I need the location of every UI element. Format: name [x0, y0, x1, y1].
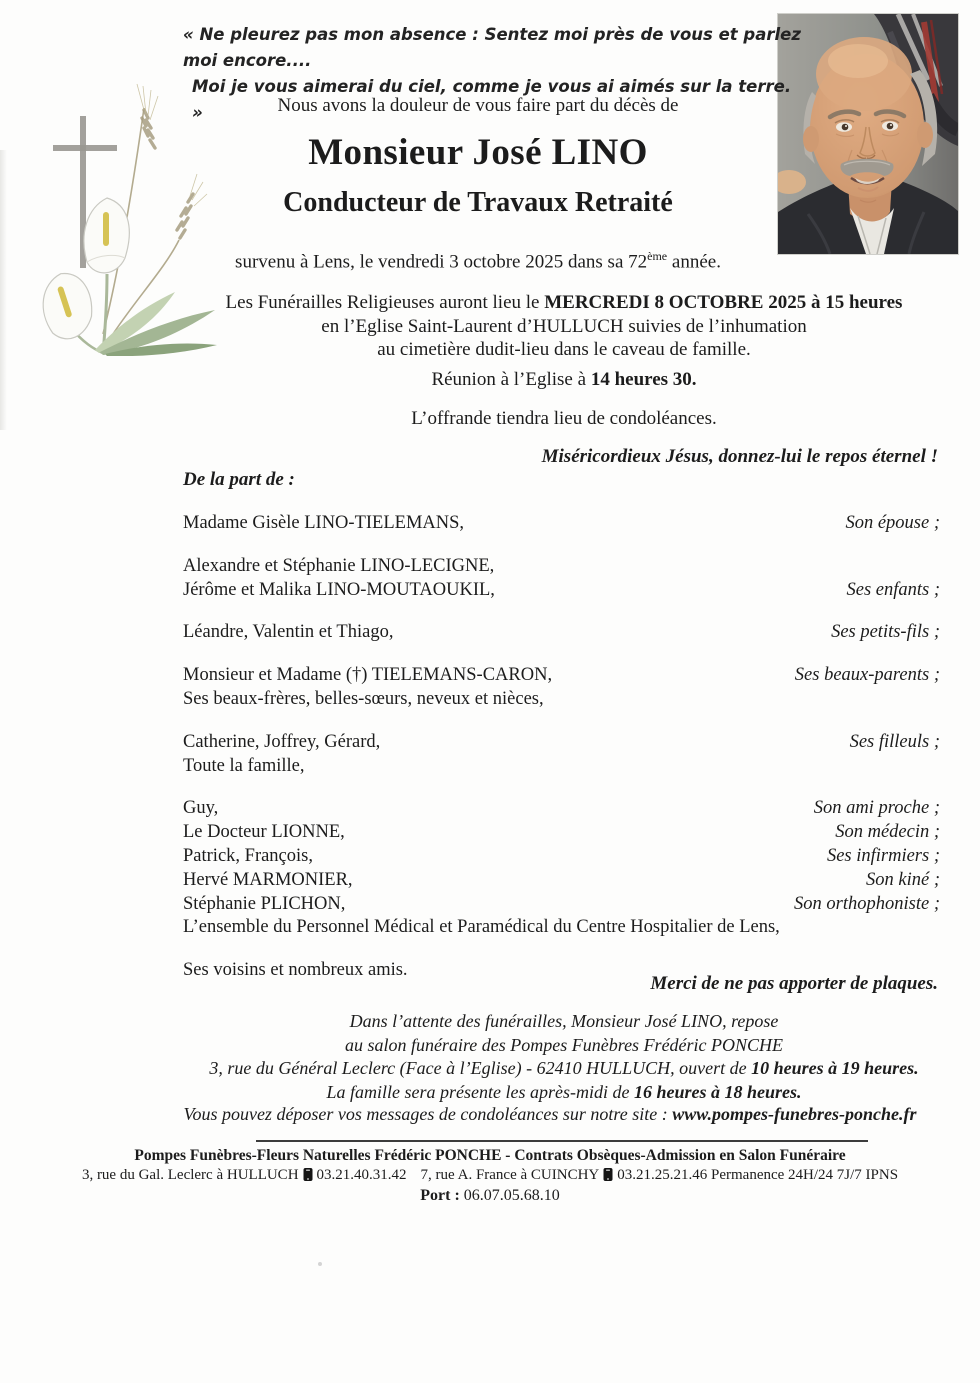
website-url: www.pompes-funebres-ponche.fr: [672, 1104, 917, 1124]
family-row: [183, 621, 940, 645]
church-meeting: [190, 369, 938, 391]
family-row: [183, 579, 940, 603]
family-relation: Ses enfants ;: [846, 579, 940, 600]
death-details-text: survenu à Lens, le vendredi 3 octobre 2025 dans sa 72: [235, 251, 648, 273]
family-relation: Son médecin ;: [835, 822, 940, 843]
family-row: [183, 821, 940, 845]
family-names: Alexandre et Stéphanie LINO-LECIGNE,: [183, 555, 495, 576]
family-row: [183, 512, 940, 536]
family-relation: Ses infirmiers ;: [826, 845, 940, 866]
family-group: [183, 555, 940, 603]
port-label: Port :: [420, 1187, 460, 1204]
church-meeting-time: 14 heures 30.: [590, 369, 697, 390]
funeral-line-2: en l’Eglise Saint-Laurent d’HULLUCH suivies de l’inhumation: [321, 315, 807, 337]
family-names: Madame Gisèle LINO-TIELEMANS,: [183, 513, 465, 533]
family-names: Toute la famille,: [183, 755, 305, 776]
family-names: Hervé MARMONIER,: [183, 869, 353, 890]
family-row: [183, 893, 940, 917]
family-names: Patrick, François,: [183, 845, 313, 866]
funeral-line-1: [190, 291, 938, 315]
offering-note: L’offrande tiendra lieu de condoléances.: [411, 408, 717, 429]
portrait-icon: [778, 14, 958, 254]
family-list: [183, 512, 940, 1002]
family-row: [183, 555, 940, 579]
family-group: [183, 664, 940, 712]
family-names: Ses beaux-frères, belles-sœurs, neveux et nièces,: [183, 688, 544, 709]
repose-line-4: [190, 1081, 938, 1105]
deceased-title: Conducteur de Travaux Retraité: [283, 187, 673, 218]
quote-line-1: « Ne pleurez pas mon absence : Sentez moi près de vous et parlez moi encore....: [183, 25, 801, 70]
funeral-line-3: au cimetière dudit-lieu dans le caveau de famille.: [377, 339, 751, 360]
family-row: [183, 916, 940, 940]
prayer-line: Miséricordieux Jésus, donnez-lui le repos éternel !: [541, 446, 938, 467]
funeral-date-time: MERCREDI 8 OCTOBRE 2025 à 15 heures: [544, 292, 903, 313]
condolences-text: Vous pouvez déposer vos messages de condoléances sur notre site :: [183, 1104, 673, 1124]
repose-line-3-text: 3, rue du Général Leclerc (Face à l’Eglise) - 62410 HULLUCH, ouvert de: [209, 1058, 752, 1078]
church-meeting-text: Réunion à l’Eglise à: [431, 369, 591, 390]
family-names: Catherine, Joffrey, Gérard,: [183, 731, 381, 752]
death-details-end: année.: [667, 251, 721, 273]
family-row: [183, 869, 940, 893]
funeral-home-name-line: Pompes Funèbres-Fleurs Naturelles Frédéric PONCHE - Contrats Obsèques-Admission en Salon Funéraire: [134, 1147, 846, 1164]
repose-line-2: au salon funéraire des Pompes Funèbres Frédéric PONCHE: [344, 1034, 784, 1055]
family-names: Guy,: [183, 798, 219, 819]
condolences-website-line: [150, 1104, 950, 1125]
repose-line-3: [190, 1057, 938, 1081]
footer-address-1: 3, rue du Gal. Leclerc à HULLUCH: [81, 1167, 299, 1183]
funeral-details: [190, 291, 938, 362]
death-details-ordinal: ème: [647, 249, 668, 263]
family-row: [183, 664, 940, 688]
family-relation: Ses petits-fils ;: [831, 622, 940, 643]
announcement-intro: Nous avons la douleur de vous faire part du décès de: [277, 95, 679, 116]
repose-line-1: Dans l’attente des funérailles, Monsieur José LINO, repose: [349, 1011, 779, 1031]
phone-icon: [603, 1168, 613, 1186]
footer-phone-2: 03.21.25.21.46 Permanence 24H/24 7J/7 IPNS: [617, 1167, 899, 1183]
family-names: Le Docteur LIONNE,: [183, 822, 345, 843]
family-group: [183, 621, 940, 645]
funeral-home-contact-line: [10, 1167, 970, 1186]
footer-phone-1: 03.21.40.31.42: [316, 1167, 407, 1183]
family-row: [183, 755, 940, 779]
death-details: [180, 249, 776, 273]
repose-family-hours: 16 heures à 18 heures.: [633, 1081, 802, 1102]
port-number: 06.07.05.68.10: [463, 1187, 560, 1204]
family-group: [183, 512, 940, 536]
family-names: Léandre, Valentin et Thiago,: [183, 622, 394, 643]
no-plaques-request: Merci de ne pas apporter de plaques.: [650, 973, 938, 994]
footer-divider: [256, 1140, 868, 1142]
family-relation: Son ami proche ;: [813, 798, 940, 819]
family-relation: Ses beaux-parents ;: [794, 665, 940, 686]
family-relation: Son orthophoniste ;: [794, 893, 940, 914]
family-row: [183, 797, 940, 821]
family-names: Monsieur et Madame (†) TIELEMANS-CARON,: [183, 665, 553, 686]
funeral-line-1-text: Les Funérailles Religieuses auront lieu le: [225, 292, 545, 313]
footer-address-2: 7, rue A. France à CUINCHY: [420, 1167, 600, 1183]
deceased-photo: [777, 13, 959, 255]
family-group: [183, 797, 940, 940]
family-group: [183, 731, 940, 779]
family-row: [183, 845, 940, 869]
family-names: L’ensemble du Personnel Médical et Paramédical du Centre Hospitalier de Lens,: [183, 917, 780, 938]
family-relation: Son épouse ;: [845, 513, 940, 533]
phone-icon: [303, 1168, 313, 1186]
family-row: [183, 731, 940, 755]
family-names: Jérôme et Malika LINO-MOUTAOUKIL,: [183, 579, 495, 600]
family-relation: Ses filleuls ;: [849, 731, 940, 752]
deceased-name: Monsieur José LINO: [308, 132, 648, 173]
family-row: [183, 688, 940, 712]
repose-opening-hours: 10 heures à 19 heures.: [751, 1058, 919, 1078]
repose-line-4-text: La famille sera présente les après-midi de: [326, 1081, 634, 1102]
family-names: Ses voisins et nombreux amis.: [183, 960, 408, 981]
mobile-phone-line: [20, 1187, 960, 1205]
family-names: Stéphanie PLICHON,: [183, 893, 346, 914]
quote-line-2: Moi je vous aimerai du ciel, comme je vous ai aimés sur la terre. »: [192, 77, 792, 122]
family-relation: Son kiné ;: [866, 869, 940, 890]
repose-information: [190, 1010, 938, 1104]
scan-edge-shadow: [0, 150, 7, 430]
scan-artifact-dot: [318, 1262, 322, 1266]
from-the-family-heading: De la part de :: [183, 469, 295, 490]
